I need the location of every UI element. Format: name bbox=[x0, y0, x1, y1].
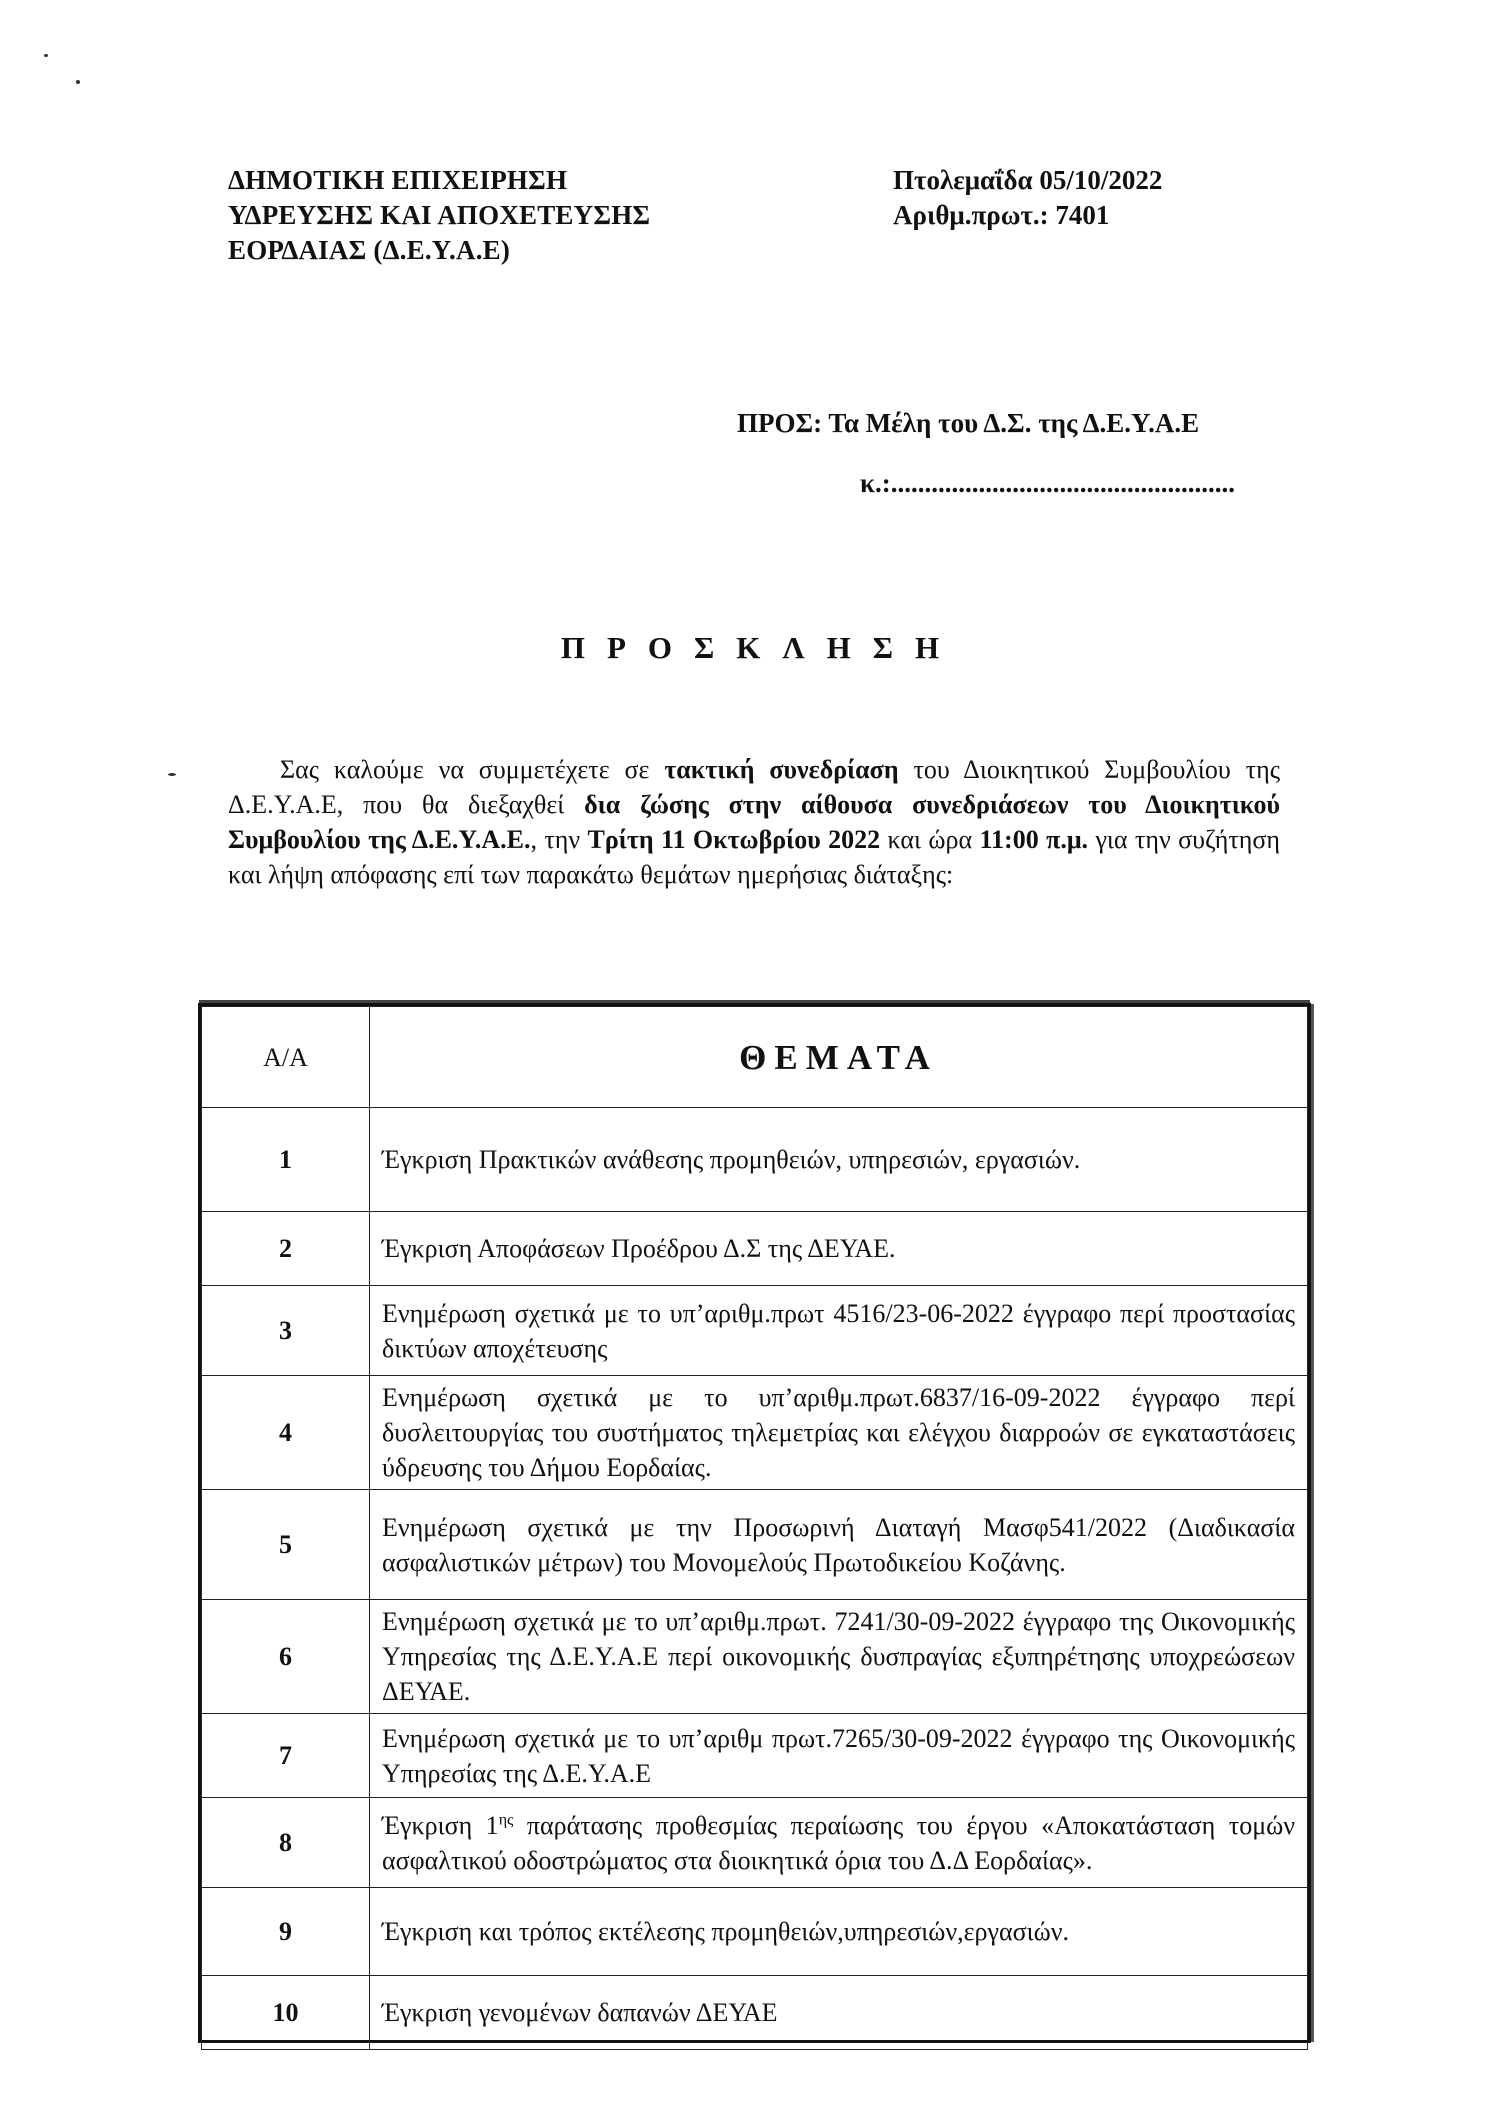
intro-text: και ώρα bbox=[880, 825, 980, 854]
agenda-header-row bbox=[202, 1007, 1308, 1108]
agenda-number: 2 bbox=[202, 1212, 370, 1286]
column-header-aa: Α/Α bbox=[202, 1007, 370, 1108]
agenda-text: Ενημέρωση σχετικά με την Προσωρινή Διαταγή Μασφ541/2022 (Διαδικασία ασφαλιστικών μέτρων) του Μονομελούς Πρωτοδικείου Κοζάνης. bbox=[370, 1490, 1308, 1600]
agenda-text bbox=[370, 1798, 1308, 1888]
agenda-number: 6 bbox=[202, 1600, 370, 1714]
protocol-number: Αριθμ.πρωτ.: 7401 bbox=[893, 200, 1110, 230]
agenda-text: Έγκριση γενομένων δαπανών ΔΕΥΑΕ bbox=[370, 1976, 1308, 2050]
agenda-row bbox=[202, 1108, 1308, 1212]
agenda-text: Έγκριση Πρακτικών ανάθεσης προμηθειών, υπηρεσιών, εργασιών. bbox=[370, 1108, 1308, 1212]
agenda-table bbox=[198, 1003, 1311, 2043]
org-line: ΥΔΡΕΥΣΗΣ ΚΑΙ ΑΠΟΧΕΤΕΥΣΗΣ bbox=[228, 200, 651, 230]
recipient-line: ΠΡΟΣ: Τα Μέλη του Δ.Σ. της Δ.Ε.Υ.Α.Ε bbox=[737, 408, 1200, 438]
agenda-number: 3 bbox=[202, 1286, 370, 1376]
document-meta bbox=[893, 163, 1162, 233]
agenda-text: Ενημέρωση σχετικά με το υπ’αριθμ.πρωτ.6837/16-09-2022 έγγραφο περί δυσλειτουργίας του συστήματος τηλεμετρίας και ελέγχου διαρροών σε εγκαταστάσεις ύδρευσης του Δήμου Εορδαίας. bbox=[370, 1376, 1308, 1490]
document-title: ΠΡΟΣΚΛΗΣΗ bbox=[560, 630, 962, 665]
scan-speck bbox=[76, 80, 80, 84]
place-date: Πτολεμαΐδα 05/10/2022 bbox=[893, 165, 1163, 195]
agenda-row bbox=[202, 1490, 1308, 1600]
organization-name bbox=[228, 163, 650, 268]
agenda-text-part: παράτασης προθεσμίας περαίωσης του έργου «Αποκατάσταση τομών ασφαλτικού οδοστρώματος στα διοικητικά όρια του Δ.Δ Εορδαίας». bbox=[382, 1810, 1295, 1875]
intro-text: του Διοικητικού Συμβουλίου της Δ.Ε.Υ.Α.Ε, που θα διεξαχθεί bbox=[228, 755, 1280, 819]
agenda-row bbox=[202, 1376, 1308, 1490]
agenda-text: Ενημέρωση σχετικά με το υπ’αριθμ.πρωτ 4516/23-06-2022 έγγραφο περί προστασίας δικτύων αποχέτευσης bbox=[370, 1286, 1308, 1376]
agenda-number: 9 bbox=[202, 1888, 370, 1976]
column-header-themes: ΘΕΜΑΤΑ bbox=[370, 1007, 1308, 1108]
agenda-number: 8 bbox=[202, 1798, 370, 1888]
invitation-paragraph bbox=[228, 752, 1280, 892]
agenda-row bbox=[202, 1714, 1308, 1798]
org-line: ΔΗΜΟΤΙΚΗ ΕΠΙΧΕΙΡΗΣΗ bbox=[228, 165, 568, 195]
agenda-row bbox=[202, 1212, 1308, 1286]
scan-speck bbox=[168, 773, 176, 776]
ordinal-suffix: ης bbox=[498, 1810, 514, 1828]
agenda-row bbox=[202, 1286, 1308, 1376]
scan-speck bbox=[44, 54, 48, 57]
agenda-row bbox=[202, 1798, 1308, 1888]
intro-text: , την bbox=[530, 825, 588, 854]
agenda-text: Ενημέρωση σχετικά με το υπ’αριθμ.πρωτ. 7241/30-09-2022 έγγραφο της Οικονομικής Υπηρεσίας της Δ.Ε.Υ.Α.Ε περί οικονομικής δυσπραγίας εξυπηρέτησης υποχρεώσεων ΔΕΥΑΕ. bbox=[370, 1600, 1308, 1714]
agenda-number: 10 bbox=[202, 1976, 370, 2050]
intro-text: για την συζήτηση και λήψη απόφασης επί των παρακάτω θεμάτων ημερήσιας διάταξης: bbox=[228, 825, 1280, 889]
agenda-text: Ενημέρωση σχετικά με το υπ’αριθμ πρωτ.7265/30-09-2022 έγγραφο της Οικονομικής Υπηρεσίας της Δ.Ε.Υ.Α.Ε bbox=[370, 1714, 1308, 1798]
agenda-row bbox=[202, 1976, 1308, 2050]
intro-bold: Τρίτη 11 Οκτωβρίου 2022 bbox=[587, 825, 881, 854]
intro-text: Σας καλούμε να συμμετέχετε σε bbox=[280, 755, 665, 784]
agenda-number: 7 bbox=[202, 1714, 370, 1798]
agenda-number: 4 bbox=[202, 1376, 370, 1490]
org-line: ΕΟΡΔΑΙΑΣ (Δ.Ε.Υ.Α.Ε) bbox=[228, 235, 511, 265]
intro-bold: δια ζώσης στην αίθουσα συνεδριάσεων του Διοικητικού Συμβουλίου της Δ.Ε.Υ.Α.Ε. bbox=[228, 790, 1280, 854]
intro-bold: 11:00 π.μ. bbox=[979, 825, 1089, 854]
agenda-row bbox=[202, 1888, 1308, 1976]
agenda-text: Έγκριση Αποφάσεων Προέδρου Δ.Σ της ΔΕΥΑΕ. bbox=[370, 1212, 1308, 1286]
attention-line: κ.:................................................... bbox=[860, 468, 1235, 498]
agenda-number: 5 bbox=[202, 1490, 370, 1600]
agenda-text-part: Έγκριση 1 bbox=[382, 1810, 499, 1840]
intro-bold: τακτική συνεδρίαση bbox=[664, 755, 899, 784]
agenda-row bbox=[202, 1600, 1308, 1714]
agenda-number: 1 bbox=[202, 1108, 370, 1212]
agenda-text: Έγκριση και τρόπος εκτέλεσης προμηθειών,υπηρεσιών,εργασιών. bbox=[370, 1888, 1308, 1976]
